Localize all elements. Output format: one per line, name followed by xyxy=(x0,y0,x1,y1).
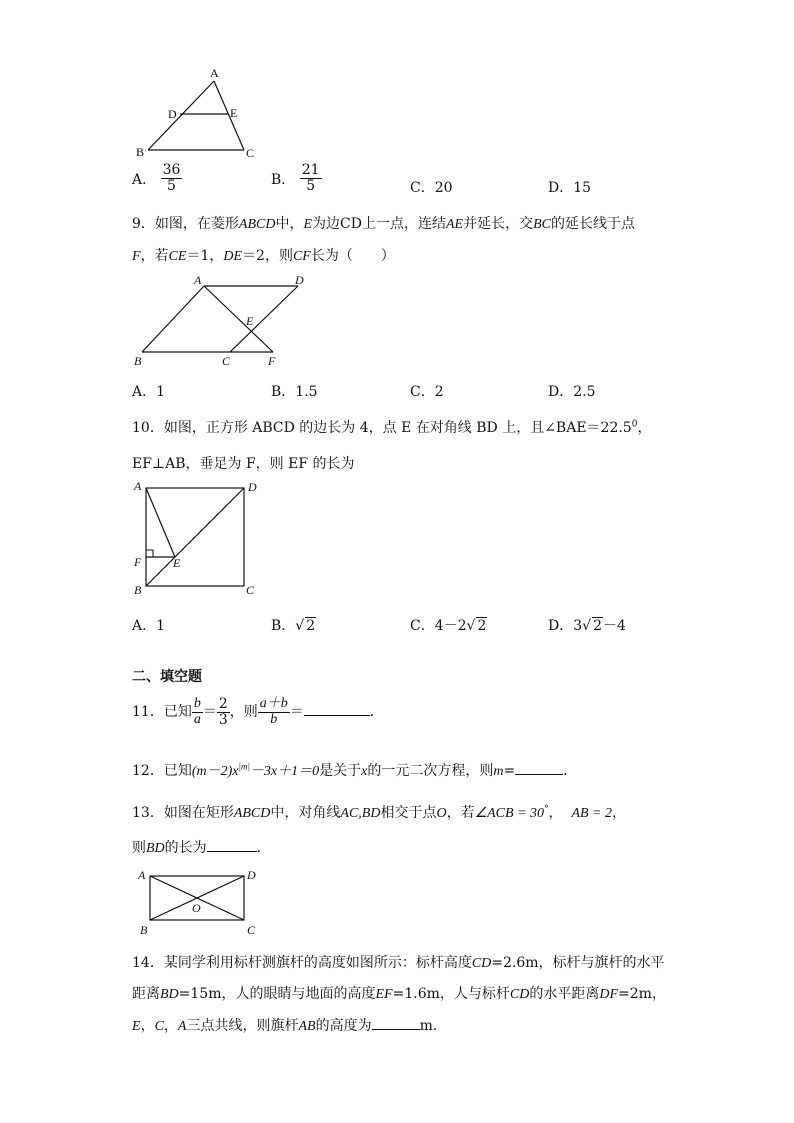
q13-question-line1: 13．如图在矩形ABCD中，对角线AC,BD相交于点O，若∠ACB = 30°， AB = 2， xyxy=(132,804,626,821)
label-f: F xyxy=(268,354,276,368)
q13-question-line2: 则BD的长为 ． xyxy=(132,840,271,856)
q10-question-line2: EF⊥AB，垂足为 F，则 EF 的长为 xyxy=(132,456,355,472)
rhombus-diagram xyxy=(128,270,318,372)
q10-option-c[interactable]: C．4－2√ 2 xyxy=(410,618,487,634)
label-d: D xyxy=(295,273,304,287)
label-d: D xyxy=(247,868,256,882)
q9-option-a[interactable]: A．1 xyxy=(132,384,166,400)
rectangle-diagram xyxy=(128,864,278,940)
label-c: C xyxy=(246,146,255,160)
q9-option-d[interactable]: D．2.5 xyxy=(548,384,596,400)
label-a: A xyxy=(194,273,202,287)
q14-question-line3: E，C，A三点共线，则旗杆AB的高度为 m． xyxy=(132,1018,447,1034)
label-d: D xyxy=(248,480,257,494)
q11-question: 11．已知 $\frac{b}{a}$ ＝ $\frac{2}{3}$ ，则 $\frac{a+b}{b}$ ＝ ． xyxy=(132,696,384,728)
q10-figure xyxy=(128,476,268,600)
q9-figure xyxy=(128,270,318,372)
section-title: 二、填空题 xyxy=(132,669,202,685)
q8-figure xyxy=(128,64,268,164)
label-e: E xyxy=(246,314,254,328)
label-b: B xyxy=(134,354,142,368)
q13-figure xyxy=(128,864,278,940)
q12-question: 12．已知$(m-2)x^{|m|}-3x+1=0$是关于x的一元二次方程，则m= ． xyxy=(132,761,578,779)
triangle-abc-diagram xyxy=(128,64,268,164)
label-e: E xyxy=(230,106,238,120)
label-d: D xyxy=(168,107,177,121)
q10-option-a[interactable]: A．1 xyxy=(132,618,166,634)
label-o: O xyxy=(192,901,201,915)
square-diagram xyxy=(128,476,268,600)
q14-question-line2: 距离BD=15m，人的眼睛与地面的高度EF=1.6m，人与标杆CD的水平距离DF=2m， xyxy=(132,986,666,1002)
label-f: F xyxy=(134,555,142,569)
q10-question-line1: 10．如图，正方形 ABCD 的边长为 4，点 E 在对角线 BD 上，且$\angle BAE=22.5^0$， xyxy=(132,419,652,436)
q9-option-c[interactable]: C．2 xyxy=(410,384,444,400)
q10-option-b[interactable]: B．√ 2 xyxy=(271,618,316,634)
label-c: C xyxy=(222,354,231,368)
fraction: $\frac{a+b}{b}$ xyxy=(259,696,288,727)
q8-option-d[interactable]: D．15 xyxy=(548,180,592,196)
q8-option-a[interactable]: A． $\frac{36}{5}$ xyxy=(132,162,181,194)
answer-blank[interactable] xyxy=(207,851,257,852)
answer-blank[interactable] xyxy=(372,1029,420,1030)
answer-blank[interactable] xyxy=(515,774,563,775)
answer-blank[interactable] xyxy=(304,715,370,716)
label-e: E xyxy=(173,556,181,570)
q8-option-c[interactable]: C．20 xyxy=(410,180,453,196)
label-c: C xyxy=(247,923,256,937)
label-a: A xyxy=(138,868,146,882)
q9-option-b[interactable]: B．1.5 xyxy=(271,384,318,400)
q8-option-b[interactable]: B． $\frac{21}{5}$ xyxy=(271,162,320,194)
label-b: B xyxy=(134,583,142,597)
fraction: $\frac{36}{5}$ xyxy=(162,162,181,194)
label-a: A xyxy=(134,479,142,493)
label-b: B xyxy=(136,145,145,159)
q10-option-d[interactable]: D．3√ 2－4 xyxy=(548,618,626,634)
q14-question-line1: 14．某同学利用标杆测旗杆的高度如图所示：标杆高度CD=2.6m，标杆与旗杆的水平 xyxy=(132,955,665,971)
q9-question-line1: 9．如图，在菱形ABCD中，E为边CD上一点，连结AE并延长，交BC的延长线于点 xyxy=(132,216,635,232)
fraction: $\frac{b}{a}$ xyxy=(193,696,201,727)
fraction: $\frac{2}{3}$ xyxy=(218,696,228,728)
label-a: A xyxy=(210,66,219,80)
label-b: B xyxy=(140,923,148,937)
q9-question-line2: F，若CE＝1，DE＝2，则CF长为（ ） xyxy=(132,248,395,264)
label-c: C xyxy=(246,583,255,597)
fraction: $\frac{21}{5}$ xyxy=(301,162,320,194)
